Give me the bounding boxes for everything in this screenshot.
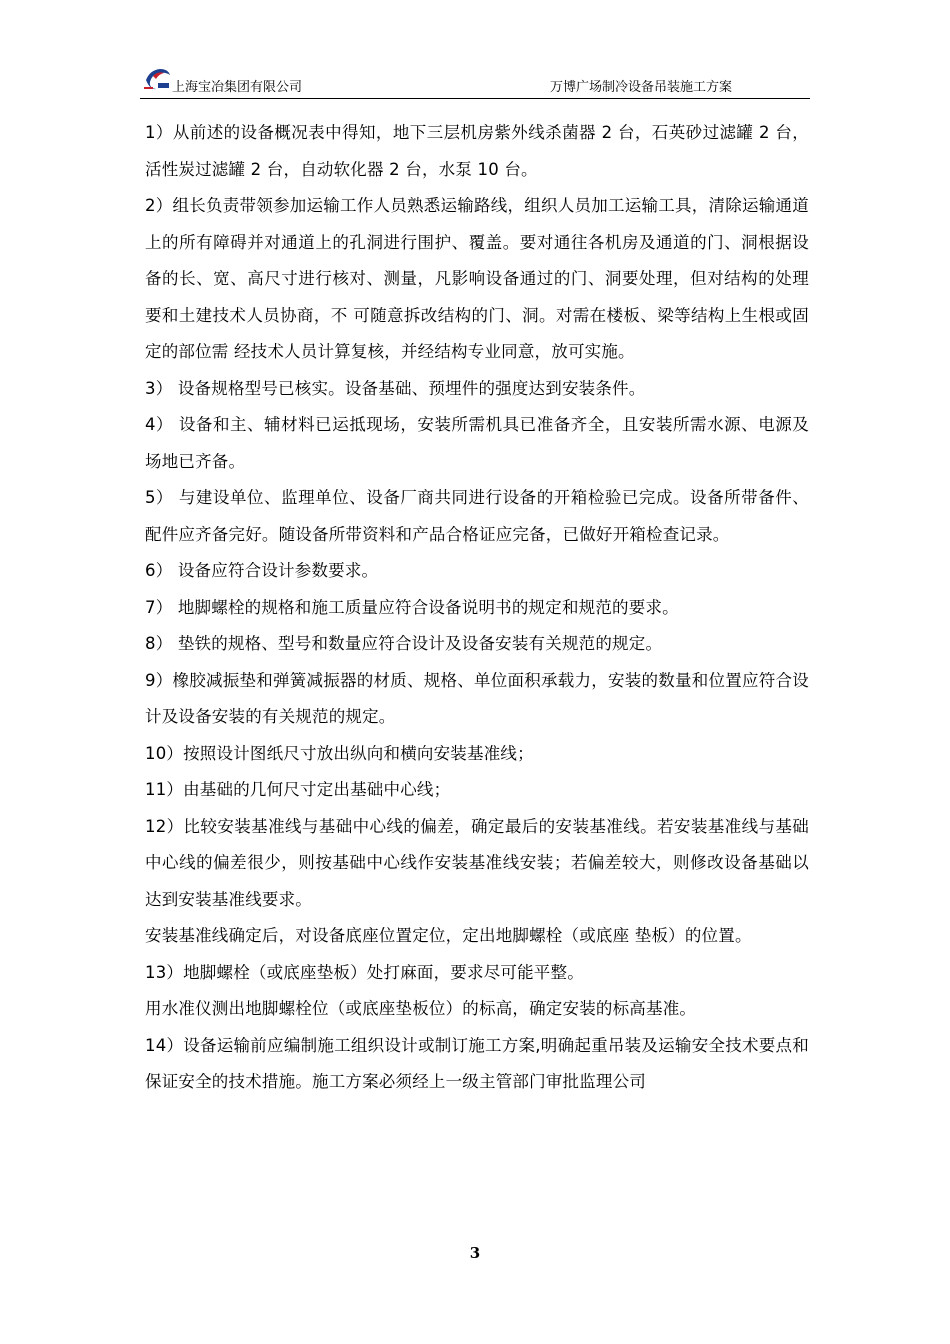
paragraph-4: 4） 设备和主、辅材料已运抵现场，安装所需机具已准备齐全，且安装所需水源、电源及场地已齐备。 (145, 415, 809, 471)
paragraph-13-note: 用水准仪测出地脚螺栓位（或底座垫板位）的标高，确定安装的标高基准。 (145, 999, 697, 1018)
document-title: 万博广场制冷设备吊装施工方案 (549, 80, 732, 95)
paragraph-6: 6） 设备应符合设计参数要求。 (145, 561, 379, 580)
paragraph-9: 9）橡胶减振垫和弹簧减振器的材质、规格、单位面积承载力，安装的数量和位置应符合设计及设备安装的有关规范的规定。 (145, 670, 809, 726)
page-number: 3 (469, 1244, 481, 1262)
paragraph-12-note: 安装基准线确定后，对设备底座位置定位，定出地脚螺栓（或底座 垫板）的位置。 (145, 926, 752, 945)
paragraph-1: 1）从前述的设备概况表中得知，地下三层机房紫外线杀菌器 2 台，石英砂过滤罐 2 台，活性炭过滤罐 2 台，自动软化器 2 台，水泵 10 台。 (145, 123, 809, 179)
page-header (140, 70, 810, 99)
paragraph-11: 11）由基础的几何尺寸定出基础中心线； (145, 780, 451, 799)
paragraph-8: 8） 垫铁的规格、型号和数量应符合设计及设备安装有关规范的规定。 (145, 634, 663, 653)
document-body (145, 115, 809, 1101)
company-name: 上海宝冶集团有限公司 (172, 80, 303, 95)
paragraph-2: 2）组长负责带领参加运输工作人员熟悉运输路线，组织人员加工运输工具，清除运输通道上的所有障碍并对通道上的孔洞进行围护、覆盖。要对通往各机房及通道的门、洞根据设备的长、宽、高尺寸进行核对、测量，凡影响设备通过的门、洞要处理，但对结构的处理要和土建技术人员协商，不 可随意拆改结构的门、洞。对需在楼板、梁等结构上生根或固定的部位需 经技术人员计算复核，并经结构专业同意，放可实施。 (145, 196, 809, 361)
paragraph-5: 5） 与建设单位、监理单位、设备厂商共同进行设备的开箱检验已完成。设备所带备件、配件应齐备完好。随设备所带资料和产品合格证应完备，已做好开箱检查记录。 (145, 488, 809, 544)
paragraph-14: 14）设备运输前应编制施工组织设计或制订施工方案,明确起重吊装及运输安全技术要点和保证安全的技术措施。施工方案必须经上一级主管部门审批监理公司 (145, 1035, 809, 1091)
paragraph-12: 12）比较安装基准线与基础中心线的偏差，确定最后的安装基准线。若安装基准线与基础中心线的偏差很少，则按基础中心线作安装基准线安装；若偏差较大，则修改设备基础以达到安装基准线要求。 (145, 816, 809, 909)
paragraph-3: 3） 设备规格型号已核实。设备基础、预埋件的强度达到安装条件。 (145, 378, 646, 398)
company-logo-icon (144, 66, 172, 92)
paragraph-7: 7） 地脚螺栓的规格和施工质量应符合设备说明书的规定和规范的要求。 (145, 597, 679, 617)
paragraph-10: 10）按照设计图纸尺寸放出纵向和横向安装基准线； (145, 743, 534, 763)
paragraph-13: 13）地脚螺栓（或底座垫板）处打麻面，要求尽可能平整。 (145, 962, 584, 982)
